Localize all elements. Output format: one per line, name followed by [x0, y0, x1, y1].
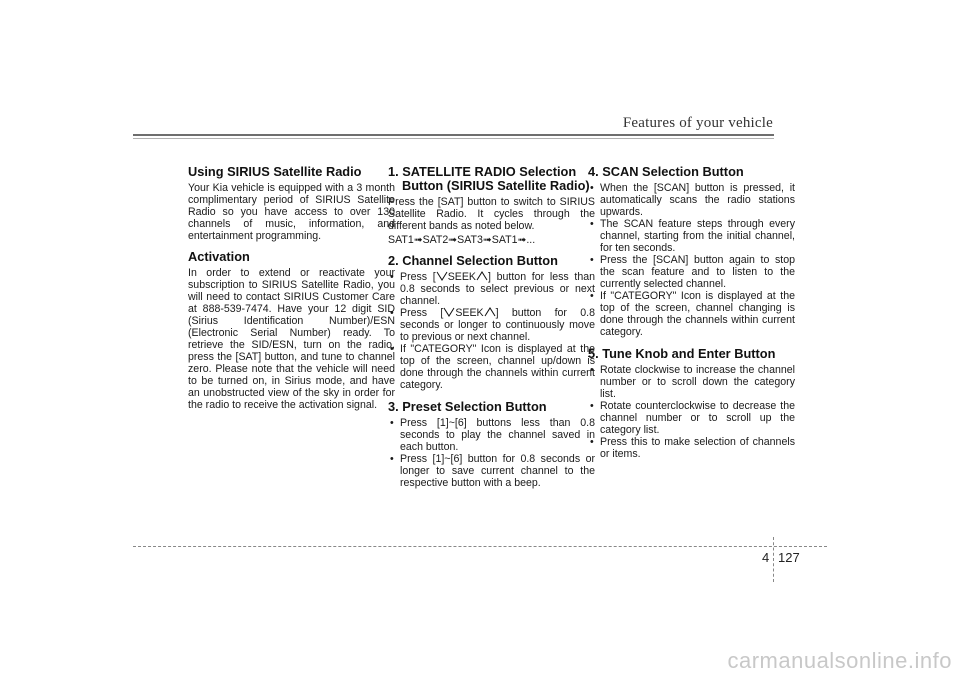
section-title-activation: Activation [188, 249, 250, 264]
list-item: • Press the [SCAN] button again to stop the scan feature and to listen to the currently selected channel. [588, 254, 795, 290]
column-1 [188, 165, 395, 419]
seek-down-icon [443, 307, 455, 317]
section-title-preset-selection: 3. Preset Selection Button [388, 399, 547, 414]
list-item: • If "CATEGORY" Icon is displayed at the top of the screen, channel up/down is done through the channels within current category. [388, 343, 595, 391]
tune-knob-list [588, 364, 795, 460]
list-item: • Press this to make selection of channels or items. [588, 436, 795, 460]
list-item: • Press [ SEEK ] button for less than 0.8 seconds to select previous or next channel. [388, 271, 595, 307]
header-rule [133, 134, 774, 136]
list-item: • Press [ SEEK ] button for 0.8 seconds or longer to continuously move to previous or next channel. [388, 307, 595, 343]
section-title-using-sirius: Using SIRIUS Satellite Radio [188, 164, 362, 179]
scan-selection-list [588, 182, 795, 338]
seek-up-icon [476, 271, 488, 281]
list-item: • The SCAN feature steps through every channel, starting from the initial channel, for ten seconds. [588, 218, 795, 254]
list-item: • Rotate clockwise to increase the channel number or to scroll down the category list. [588, 364, 795, 400]
page-section-number: 4 [762, 550, 770, 565]
band-sequence: SAT1➟SAT2➟SAT3➟SAT1➟... [388, 234, 536, 246]
section-title-channel-selection: 2. Channel Selection Button [388, 253, 558, 268]
section-title-satellite-radio: 1. SATELLITE RADIO Selection Button (SIRIUS Satellite Radio) [388, 164, 590, 193]
page-number: 127 [778, 550, 800, 565]
channel-selection-list [388, 271, 595, 391]
preset-selection-list [388, 417, 595, 489]
header-rule-thin [133, 138, 774, 139]
section-text-satellite-radio: Press the [SAT] button to switch to SIRIUS Satellite Radio. It cycles through the different bands as noted below. [388, 196, 595, 232]
section-title-scan-selection: 4. SCAN Selection Button [588, 164, 744, 179]
list-item: • Press [1]~[6] buttons less than 0.8 seconds to play the channel saved in each button. [388, 417, 595, 453]
section-text-activation: In order to extend or reactivate your subscription to SIRIUS Satellite Radio, you will need to contact SIRIUS Customer Care at 888-539-7474. Have your 12 digit SID (Sirius Identification Number)/ESN (Electronic Serial Number) ready. To retrieve the SID/ESN, turn on the radio, press the [SAT] button, and tune to channel zero. Please note that the vehicle will need to be turned on, in Sirius mode, and have an unobstructed view of the sky in order for the radio to receive the activation signal. [188, 267, 395, 411]
seek-label: SEEK [455, 307, 484, 319]
list-item: • Rotate counterclockwise to decrease the channel number or to scroll up the category list. [588, 400, 795, 436]
section-title-tune-knob: 5. Tune Knob and Enter Button [588, 346, 776, 361]
seek-up-icon [484, 307, 496, 317]
footer-divider [773, 537, 774, 582]
footer-rule [133, 546, 827, 547]
seek-label: SEEK [447, 271, 476, 283]
column-2 [388, 165, 595, 498]
section-text-using-sirius: Your Kia vehicle is equipped with a 3 month complimentary period of SIRIUS Satellite Radio so you have access to over 130 channels of music, information, and entertainment programming. [188, 182, 395, 242]
list-item: • If "CATEGORY" Icon is displayed at the top of the screen, channel changing is done through the channels within current category. [588, 290, 795, 338]
watermark: carmanualsonline.info [727, 648, 952, 673]
column-3 [588, 165, 795, 469]
list-item: • Press [1]~[6] button for 0.8 seconds or longer to save current channel to the respective button with a beep. [388, 453, 595, 489]
page-header-title: Features of your vehicle [622, 115, 773, 131]
seek-down-icon [436, 271, 448, 281]
list-item: • When the [SCAN] button is pressed, it automatically scans the radio stations upwards. [588, 182, 795, 218]
